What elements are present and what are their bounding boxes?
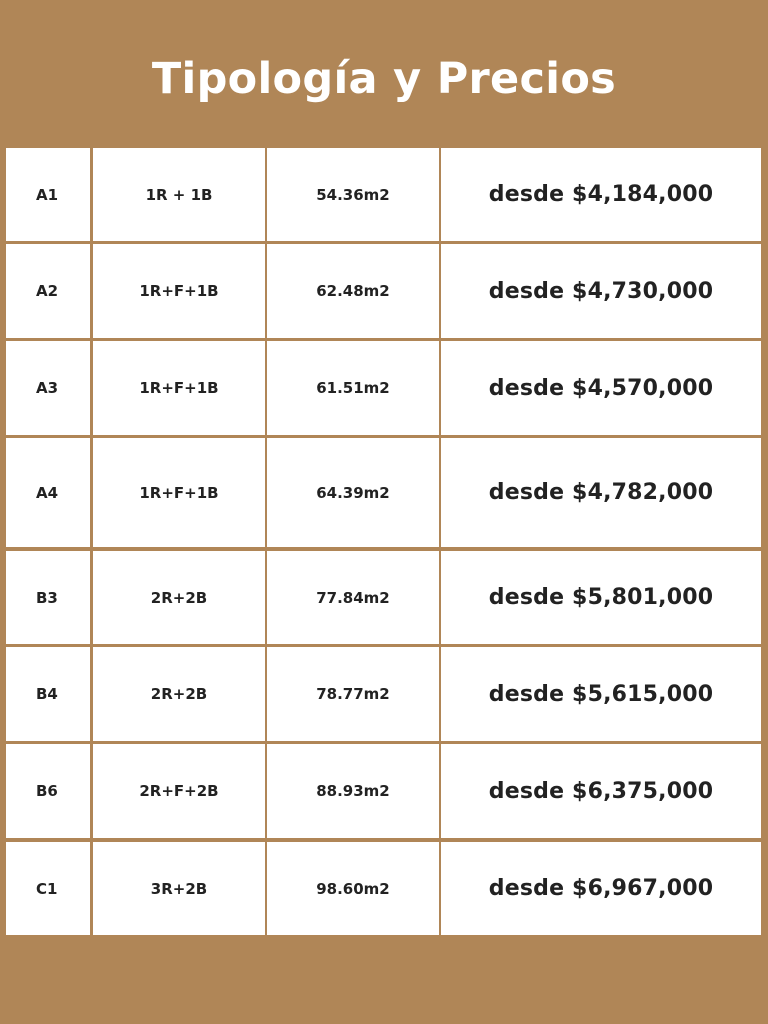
- unit-type: 1R+F+1B: [93, 438, 265, 547]
- unit-code: C1: [6, 842, 90, 935]
- unit-price: desde $4,570,000: [441, 341, 761, 435]
- unit-price: desde $4,184,000: [441, 148, 761, 241]
- unit-type: 1R+F+1B: [93, 341, 265, 435]
- unit-code: B6: [6, 744, 90, 838]
- unit-price: desde $4,782,000: [441, 438, 761, 547]
- unit-price: desde $6,967,000: [441, 842, 761, 935]
- unit-type: 2R+2B: [93, 647, 265, 741]
- table-row: [3, 647, 765, 741]
- unit-price: desde $5,615,000: [441, 647, 761, 741]
- unit-type: 1R+F+1B: [93, 244, 265, 338]
- table-row: [3, 438, 765, 547]
- table-row: [3, 244, 765, 338]
- unit-code: B3: [6, 551, 90, 644]
- unit-code: A1: [6, 148, 90, 241]
- unit-area: 54.36m2: [267, 148, 439, 241]
- table-row: [3, 842, 765, 935]
- unit-area: 62.48m2: [267, 244, 439, 338]
- table-row: [3, 744, 765, 838]
- unit-price: desde $4,730,000: [441, 244, 761, 338]
- unit-area: 61.51m2: [267, 341, 439, 435]
- unit-area: 78.77m2: [267, 647, 439, 741]
- unit-type: 2R+F+2B: [93, 744, 265, 838]
- page-title: Tipología y Precios: [151, 54, 617, 104]
- unit-code: A2: [6, 244, 90, 338]
- unit-area: 64.39m2: [267, 438, 439, 547]
- unit-code: B4: [6, 647, 90, 741]
- unit-type: 1R + 1B: [93, 148, 265, 241]
- table-row: [3, 341, 765, 435]
- unit-code: A3: [6, 341, 90, 435]
- table-row: [3, 148, 765, 241]
- unit-type: 2R+2B: [93, 551, 265, 644]
- unit-area: 88.93m2: [267, 744, 439, 838]
- unit-area: 77.84m2: [267, 551, 439, 644]
- table-row: [3, 551, 765, 644]
- unit-price: desde $6,375,000: [441, 744, 761, 838]
- unit-price: desde $5,801,000: [441, 551, 761, 644]
- unit-type: 3R+2B: [93, 842, 265, 935]
- unit-code: A4: [6, 438, 90, 547]
- unit-area: 98.60m2: [267, 842, 439, 935]
